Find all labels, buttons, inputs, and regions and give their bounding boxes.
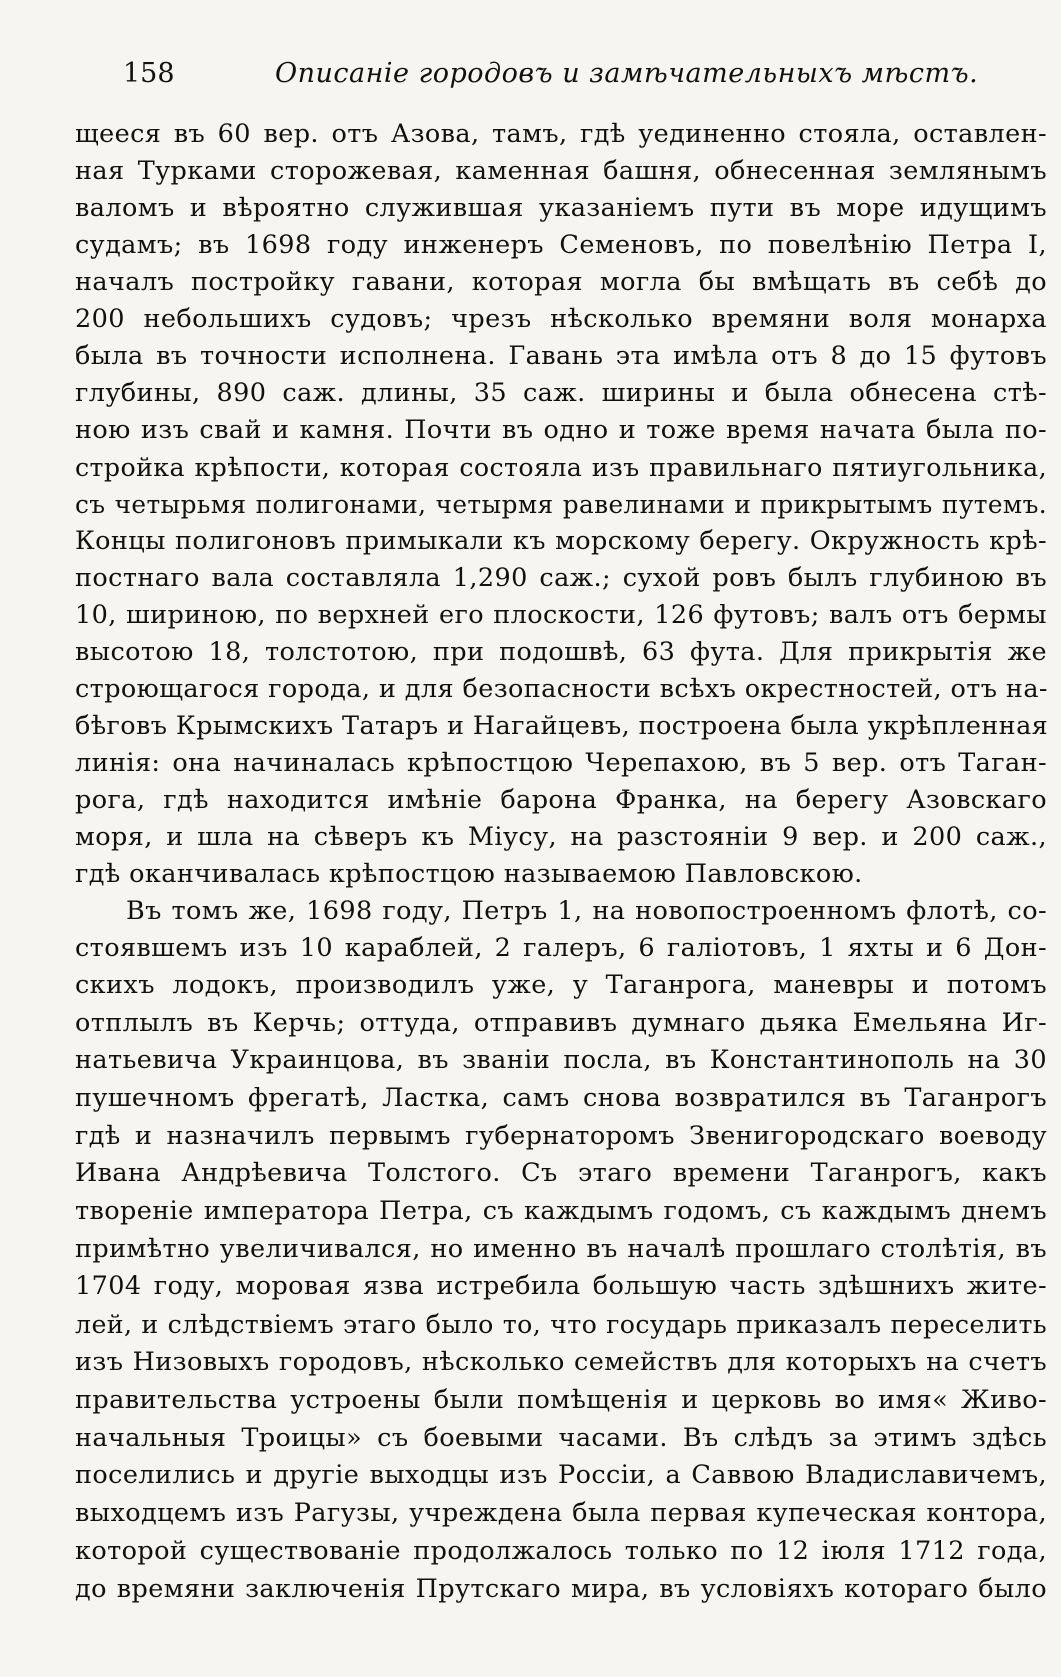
text-line: поселились и другіе выходцы изъ Россіи, а Саввою Владиславичемъ, [75,1460,1047,1490]
text-line: ною изъ свай и камня. Почти въ одно и тоже время начата была по- [75,415,1047,445]
text-line: бѣговъ Крымскихъ Татаръ и Нагайцевъ, построена была укрѣпленная [75,711,1049,741]
text-line: 1704 году, моровая язва истребила большую часть здѣшнихъ жите- [75,1271,1047,1301]
text-line: судамъ; въ 1698 году инженеръ Семеновъ, по повелѣнію Петра I, [75,230,1047,260]
text-line: выходцемъ изъ Рагузы, учреждена была первая купеческая контора, [75,1498,1047,1528]
text-line: началъ постройку гавани, которая могла бы вмѣщать въ себѣ до [75,267,1047,297]
text-line: щееся въ 60 вер. отъ Азова, тамъ, гдѣ уединенно стояла, оставлен- [75,119,1047,149]
text-line: высотою 18, толстотою, при подошвѣ, 63 фута. Для прикрытія же [75,637,1047,667]
text-line: линія: она начиналась крѣпостцою Черепахою, въ 5 вер. отъ Таган- [75,748,1047,778]
text-line: до времяни заключенія Прутскаго мира, въ условіяхъ котораго было [75,1574,1047,1604]
text-line: Концы полигоновъ примыкали къ морскому берегу. Окружность крѣ- [75,526,1047,556]
text-line: глубины, 890 саж. длины, 35 саж. ширины и была обнесена стѣ- [75,378,1047,408]
text-line: рога, гдѣ находится имѣніе барона Франка, на берегу Азовскаго [75,785,1047,815]
text-line: пушечномъ фрегатѣ, Ластка, самъ снова возвратился въ Таганрогъ [75,1083,1047,1113]
text-line: 200 небольшихъ судовъ; чрезъ нѣсколько времяни воля монарха [75,304,1047,334]
text-line: отплылъ въ Керчь; оттуда, отправивъ думнаго дьяка Емельяна Иг- [75,1008,1047,1038]
running-title: Описаніе городовъ и замѣчательныхъ мѣстъ. [275,58,979,89]
text-line: стоявшемъ изъ 10 караблей, 2 галеръ, 6 галіотовъ, 1 яхты и 6 Дон- [75,933,1047,963]
page-number: 158 [123,58,175,89]
text-line: гдѣ оканчивалась крѣпостцою называемою Павловскою. [75,859,863,889]
text-line: натьевича Украинцова, въ званіи посла, въ Константинополь на 30 [75,1045,1047,1075]
text-line: стройка крѣпости, которая состояла изъ правильнаго пятиугольника, [75,453,1047,482]
text-line: твореніе императора Петра, съ каждымъ годомъ, съ каждымъ днемъ [75,1196,1047,1226]
text-line: валомъ и вѣроятно служившая указаніемъ пути въ море идущимъ [75,193,1047,223]
text-line: гдѣ и назначилъ первымъ губернаторомъ Звенигородскаго воеводу [75,1121,1047,1151]
text-line: начальныя Троицы» съ боевыми часами. Въ слѣдъ за этимъ здѣсь [75,1423,1047,1453]
text-line: моря, и шла на сѣверъ къ Міусу, на разстояніи 9 вер. и 200 саж., [75,822,1047,852]
text-line: скихъ лодокъ, производилъ уже, у Таганрога, маневры и потомъ [75,970,1047,1000]
text-line: строющагося города, и для безопасности всѣхъ окрестностей, отъ на- [75,674,1048,704]
text-line: Ивана Андрѣевича Толстого. Съ этаго времени Таганрогъ, какъ [75,1158,1047,1188]
text-line: съ четырьмя полигонами, четырмя равелинами и прикрытымъ путемъ. [75,490,1047,519]
text-line: изъ Низовыхъ городовъ, нѣсколько семействъ для которыхъ на счетъ [75,1347,1047,1377]
text-line: лей, и слѣдствіемъ этаго было то, что государь приказалъ переселить [75,1310,1047,1339]
text-line: которой существованіе продолжалось только по 12 іюля 1712 года, [75,1536,1047,1566]
text-line-paragraph-start: Въ томъ же, 1698 году, Петръ 1, на новопостроенномъ флотѣ, со- [126,896,1047,926]
text-line: ная Турками сторожевая, каменная башня, обнесенная землянымъ [75,156,1047,186]
text-line: примѣтно увеличивался, но именно въ началѣ прошлаго столѣтія, въ [75,1234,1047,1264]
text-line: была въ точности исполнена. Гавань эта имѣла отъ 8 до 15 футовъ [75,341,1047,371]
text-line: правительства устроены были помѣщенія и церковь во имя« Живо- [75,1385,1047,1415]
text-line: постнаго вала составляла 1,290 саж.; сухой ровъ былъ глубиною въ [75,563,1047,593]
text-line: 10, шириною, по верхней его плоскости, 126 футовъ; валъ отъ бермы [75,600,1047,630]
